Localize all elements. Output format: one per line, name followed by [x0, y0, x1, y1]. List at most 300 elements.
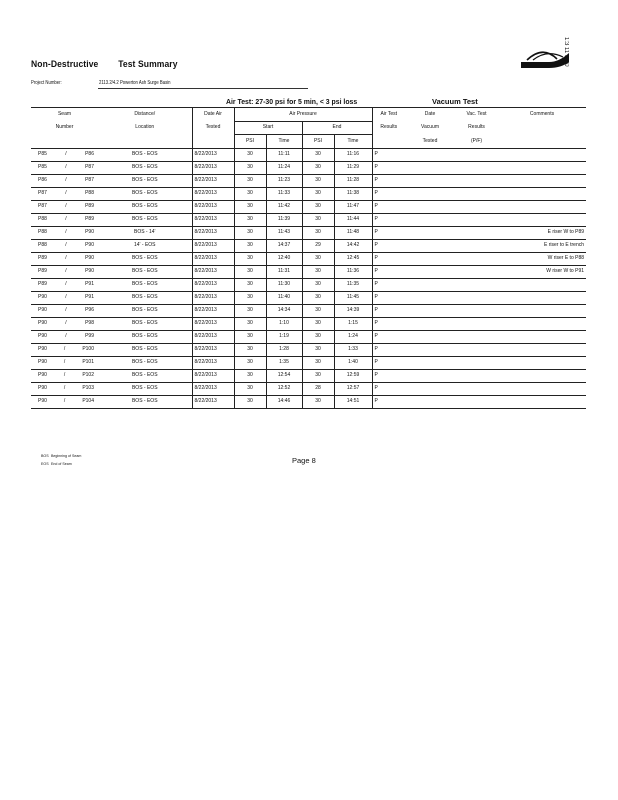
comment-cell: W riser W to P91 — [546, 268, 585, 274]
start-time-cell: 12:54 — [266, 369, 302, 382]
comment-cell: E riser to E trench — [544, 242, 585, 248]
seam-a: P90 — [38, 333, 47, 339]
seam-separator: / — [65, 151, 67, 157]
legend-text: End of Seam — [51, 462, 72, 466]
end-psi-cell: 30 — [302, 330, 334, 343]
comment-cell — [498, 291, 586, 304]
seam-b: P90 — [85, 242, 94, 248]
date-cell: 8/22/2013 — [192, 252, 234, 265]
project-number-label: Project Number: — [31, 80, 62, 86]
seam-a: P87 — [38, 203, 47, 209]
seam-b: P91 — [85, 294, 94, 300]
vacuum-date-cell — [405, 174, 455, 187]
table-row — [31, 343, 586, 356]
start-time-cell: 1:19 — [266, 330, 302, 343]
date-cell: 8/22/2013 — [192, 382, 234, 395]
date-air-header: Date Air — [192, 108, 234, 122]
start-time-cell: 11:33 — [266, 187, 302, 200]
seam-separator: / — [63, 346, 66, 352]
seam-separator: / — [65, 164, 67, 170]
start-psi-cell: 30 — [234, 330, 266, 343]
date-air-header-2: Tested — [192, 121, 234, 135]
location-cell: BOS - EOS — [131, 398, 158, 404]
date-cell: 8/22/2013 — [192, 317, 234, 330]
date-cell: 8/22/2013 — [192, 369, 234, 382]
seam-b: P90 — [85, 255, 94, 261]
seam-b: P103 — [82, 385, 94, 391]
air-result-header: Air Test — [372, 108, 405, 122]
start-time-cell: 1:35 — [266, 356, 302, 369]
vacuum-date-cell — [405, 239, 455, 252]
end-psi-cell: 28 — [302, 382, 334, 395]
seam-separator: / — [65, 203, 67, 209]
air-result-cell: P — [372, 317, 405, 330]
air-result-cell: P — [372, 200, 405, 213]
air-result-cell: P — [372, 174, 405, 187]
start-time-cell: 1:10 — [266, 317, 302, 330]
seam-b: P101 — [82, 359, 94, 365]
air-result-cell: P — [372, 330, 405, 343]
end-time-cell: 14:51 — [334, 395, 372, 408]
end-psi-cell: 30 — [302, 265, 334, 278]
air-result-cell: P — [372, 265, 405, 278]
start-psi-cell: 30 — [234, 187, 266, 200]
start-time-cell: 11:31 — [266, 265, 302, 278]
vacuum-date-cell — [405, 317, 455, 330]
comment-cell — [498, 187, 586, 200]
comment-cell — [498, 174, 586, 187]
vacuum-result-cell — [455, 395, 498, 408]
start-time-cell: 11:43 — [266, 226, 302, 239]
seam-b: P88 — [85, 190, 94, 196]
seam-a: P88 — [38, 229, 47, 235]
seam-a: P89 — [38, 268, 47, 274]
header-row-2 — [31, 121, 586, 135]
table-row — [31, 356, 586, 369]
table-row — [31, 369, 586, 382]
vacuum-date-cell — [405, 382, 455, 395]
table-row — [31, 252, 586, 265]
start-psi-cell: 30 — [234, 395, 266, 408]
vacuum-date-cell — [405, 187, 455, 200]
seam-a: P90 — [38, 294, 47, 300]
seam-separator: / — [65, 320, 67, 326]
seam-separator: / — [63, 385, 66, 391]
table-row — [31, 174, 586, 187]
comment-cell — [498, 200, 586, 213]
date-cell: 8/22/2013 — [192, 330, 234, 343]
table-row — [31, 187, 586, 200]
vacuum-date-cell — [405, 161, 455, 174]
start-time-cell: 12:52 — [266, 382, 302, 395]
end-psi-cell: 30 — [302, 356, 334, 369]
air-result-header-2: Results — [372, 121, 405, 135]
distance-header: Distance/ — [98, 108, 192, 122]
location-cell: BOS - EOS — [131, 307, 158, 313]
air-result-cell: P — [372, 148, 405, 161]
end-time-header: Time — [334, 135, 372, 149]
vacuum-result-cell — [455, 252, 498, 265]
vacuum-date-cell — [405, 226, 455, 239]
vacuum-date-cell — [405, 278, 455, 291]
vacuum-result-header-2: Results — [468, 124, 485, 131]
legend-abbr: BOS — [41, 454, 49, 458]
comment-cell — [498, 330, 586, 343]
logo-swoosh-1 — [521, 53, 569, 68]
end-time-cell: 12:45 — [334, 252, 372, 265]
start-psi-cell: 30 — [234, 317, 266, 330]
comment-cell — [498, 161, 586, 174]
vacuum-result-cell — [455, 317, 498, 330]
end-time-cell: 11:29 — [334, 161, 372, 174]
end-time-cell: 14:42 — [334, 239, 372, 252]
date-cell: 8/22/2013 — [192, 343, 234, 356]
end-time-cell: 11:45 — [334, 291, 372, 304]
seam-b: P87 — [85, 177, 94, 183]
start-psi-cell: 30 — [234, 239, 266, 252]
legend-text: Beginning of Seam — [51, 454, 82, 458]
seam-a: P87 — [38, 190, 47, 196]
vacuum-result-header: Vac. Test — [455, 108, 498, 122]
location-cell: BOS - EOS — [131, 268, 158, 274]
end-time-cell: 14:39 — [334, 304, 372, 317]
air-result-cell: P — [372, 356, 405, 369]
end-psi-cell: 30 — [302, 369, 334, 382]
air-result-cell: P — [372, 252, 405, 265]
seam-a: P85 — [38, 164, 47, 170]
location-cell: BOS - EOS — [131, 151, 158, 157]
comment-cell — [498, 213, 586, 226]
seam-a: P90 — [38, 346, 47, 352]
seam-a: P90 — [38, 320, 47, 326]
vacuum-result-cell — [455, 187, 498, 200]
air-result-cell: P — [372, 395, 405, 408]
seam-a: P89 — [38, 281, 47, 287]
location-cell: BOS - EOS — [131, 294, 158, 300]
start-time-cell: 11:42 — [266, 200, 302, 213]
air-result-cell: P — [372, 278, 405, 291]
vacuum-result-cell — [455, 369, 498, 382]
seam-separator: / — [65, 333, 67, 339]
location-cell: BOS - EOS — [131, 255, 158, 261]
date-cell: 8/22/2013 — [192, 226, 234, 239]
table-row — [31, 148, 586, 161]
start-time-cell: 14:37 — [266, 239, 302, 252]
start-time-cell: 11:30 — [266, 278, 302, 291]
start-psi-cell: 30 — [234, 304, 266, 317]
legend-item-eos — [41, 460, 81, 468]
vacuum-date-header: Date — [405, 108, 455, 122]
end-psi-cell: 30 — [302, 148, 334, 161]
end-time-cell: 11:44 — [334, 213, 372, 226]
seam-a: P85 — [38, 151, 47, 157]
table-row — [31, 304, 586, 317]
vacuum-test-heading: Vacuum Test — [432, 97, 478, 106]
end-time-cell: 12:57 — [334, 382, 372, 395]
start-psi-cell: 30 — [234, 343, 266, 356]
header-row-1 — [31, 108, 586, 122]
start-time-cell: 14:46 — [266, 395, 302, 408]
vacuum-date-cell — [405, 330, 455, 343]
end-psi-cell: 30 — [302, 213, 334, 226]
location-cell: BOS - EOS — [131, 216, 158, 222]
table-row — [31, 382, 586, 395]
vacuum-result-cell — [455, 226, 498, 239]
date-cell: 8/22/2013 — [192, 187, 234, 200]
start-psi-header: PSI — [234, 135, 266, 149]
table-body — [31, 148, 586, 408]
start-psi-cell: 30 — [234, 148, 266, 161]
project-number-value: 2113.2/4.2 Powerton Ash Surge Basin — [99, 80, 171, 86]
vacuum-date-cell — [405, 265, 455, 278]
seam-separator: / — [63, 372, 66, 378]
seam-b: P86 — [85, 151, 94, 157]
test-summary-table — [31, 107, 586, 409]
project-underline — [98, 88, 308, 89]
comment-cell: W riser E to P88 — [547, 255, 585, 261]
end-psi-cell: 30 — [302, 304, 334, 317]
location-cell: BOS - EOS — [131, 359, 158, 365]
end-time-cell: 1:33 — [334, 343, 372, 356]
start-psi-cell: 30 — [234, 278, 266, 291]
seam-separator: / — [65, 255, 67, 261]
start-time-cell: 14:34 — [266, 304, 302, 317]
seam-b: P99 — [85, 333, 94, 339]
seam-b: P104 — [82, 398, 94, 404]
end-header: End — [302, 121, 372, 135]
start-psi-cell: 30 — [234, 213, 266, 226]
seam-a: P90 — [38, 398, 47, 404]
start-psi-cell: 30 — [234, 252, 266, 265]
location-cell: BOS - EOS — [131, 333, 158, 339]
seam-b: P91 — [85, 281, 94, 287]
vacuum-date-cell — [405, 304, 455, 317]
seam-header: Seam — [31, 108, 98, 122]
vacuum-result-cell — [455, 239, 498, 252]
table-row — [31, 161, 586, 174]
comments-header: Comments — [498, 108, 586, 122]
table-row — [31, 317, 586, 330]
seam-b: P89 — [85, 203, 94, 209]
start-psi-cell: 30 — [234, 226, 266, 239]
seam-separator: / — [63, 398, 66, 404]
date-cell: 8/22/2013 — [192, 291, 234, 304]
end-psi-cell: 29 — [302, 239, 334, 252]
table-row — [31, 226, 586, 239]
start-psi-cell: 30 — [234, 382, 266, 395]
seam-a: P89 — [38, 255, 47, 261]
location-cell: BOS - EOS — [131, 281, 158, 287]
seam-a: P90 — [38, 385, 47, 391]
vacuum-date-header-3: Tested — [405, 135, 455, 149]
air-result-cell: P — [372, 213, 405, 226]
start-time-cell: 12:40 — [266, 252, 302, 265]
title-part-1: Non-Destructive — [31, 59, 99, 70]
seam-a: P90 — [38, 359, 47, 365]
comment-cell: E riser W to P89 — [547, 229, 585, 235]
air-pressure-header: Air Pressure — [234, 108, 372, 122]
seam-separator: / — [65, 229, 67, 235]
seam-separator: / — [65, 242, 67, 248]
date-cell: 8/22/2013 — [192, 304, 234, 317]
location-cell: BOS - EOS — [131, 372, 158, 378]
seam-separator: / — [63, 359, 66, 365]
vacuum-result-header-3: (P/F) — [455, 135, 498, 149]
seam-a: P90 — [38, 307, 47, 313]
end-time-cell: 11:36 — [334, 265, 372, 278]
start-time-header: Time — [266, 135, 302, 149]
vacuum-date-cell — [405, 291, 455, 304]
end-psi-cell: 30 — [302, 161, 334, 174]
seam-a: P86 — [38, 177, 47, 183]
end-psi-cell: 30 — [302, 174, 334, 187]
location-cell: BOS - EOS — [131, 164, 158, 170]
table-row — [31, 395, 586, 408]
page-number: Page 8 — [292, 456, 316, 465]
seam-b: P102 — [82, 372, 94, 378]
seam-separator: / — [65, 307, 67, 313]
end-time-cell: 12:59 — [334, 369, 372, 382]
start-time-cell: 11:39 — [266, 213, 302, 226]
seam-b: P96 — [85, 307, 94, 313]
location-cell: 14' - EOS — [133, 242, 156, 248]
legend-item-bos — [41, 452, 81, 460]
comment-cell — [498, 395, 586, 408]
seam-separator: / — [65, 190, 67, 196]
vacuum-result-cell — [455, 174, 498, 187]
date-cell: 8/22/2013 — [192, 395, 234, 408]
air-result-cell: P — [372, 382, 405, 395]
air-test-heading: Air Test: 27-30 psi for 5 min, < 3 psi loss — [226, 97, 358, 106]
seam-b: P87 — [85, 164, 94, 170]
logo-swoosh-3 — [533, 54, 563, 60]
end-psi-cell: 30 — [302, 252, 334, 265]
start-time-cell: 1:28 — [266, 343, 302, 356]
start-psi-cell: 30 — [234, 291, 266, 304]
end-psi-cell: 30 — [302, 200, 334, 213]
end-time-cell: 1:40 — [334, 356, 372, 369]
start-time-cell: 11:24 — [266, 161, 302, 174]
legend — [41, 452, 81, 468]
date-cell: 8/22/2013 — [192, 356, 234, 369]
vacuum-date-cell — [405, 213, 455, 226]
vacuum-result-cell — [455, 291, 498, 304]
table-row — [31, 278, 586, 291]
end-time-cell: 11:16 — [334, 148, 372, 161]
location-cell: BOS - EOS — [131, 203, 158, 209]
date-cell: 8/22/2013 — [192, 278, 234, 291]
date-cell: 8/22/2013 — [192, 174, 234, 187]
air-result-cell: P — [372, 226, 405, 239]
air-result-cell: P — [372, 239, 405, 252]
date-cell: 8/22/2013 — [192, 239, 234, 252]
date-cell: 8/22/2013 — [192, 213, 234, 226]
seam-separator: / — [65, 268, 67, 274]
end-time-cell: 1:15 — [334, 317, 372, 330]
end-psi-header: PSI — [302, 135, 334, 149]
comment-cell — [498, 382, 586, 395]
comment-cell — [498, 356, 586, 369]
location-cell: BOS - EOS — [131, 177, 158, 183]
start-time-cell: 11:40 — [266, 291, 302, 304]
company-logo — [521, 35, 569, 69]
end-psi-cell: 30 — [302, 343, 334, 356]
comment-cell — [498, 317, 586, 330]
end-time-cell: 11:38 — [334, 187, 372, 200]
table-row — [31, 330, 586, 343]
vacuum-date-cell — [405, 369, 455, 382]
end-psi-cell: 30 — [302, 291, 334, 304]
seam-b: P98 — [85, 320, 94, 326]
start-psi-cell: 30 — [234, 161, 266, 174]
air-result-cell: P — [372, 369, 405, 382]
start-time-cell: 11:23 — [266, 174, 302, 187]
end-psi-cell: 30 — [302, 278, 334, 291]
title-part-2: Test Summary — [118, 59, 178, 70]
comment-cell — [498, 343, 586, 356]
comment-cell — [498, 278, 586, 291]
vacuum-result-cell — [455, 161, 498, 174]
seam-b: P100 — [82, 346, 94, 352]
seam-separator: / — [65, 177, 67, 183]
table-row — [31, 200, 586, 213]
air-result-cell: P — [372, 304, 405, 317]
location-cell: BOS - EOS — [131, 320, 158, 326]
air-result-cell: P — [372, 161, 405, 174]
vacuum-result-cell — [455, 343, 498, 356]
end-psi-cell: 30 — [302, 187, 334, 200]
start-psi-cell: 30 — [234, 356, 266, 369]
location-cell: BOS - EOS — [131, 346, 158, 352]
end-time-cell: 1:24 — [334, 330, 372, 343]
comment-cell — [498, 148, 586, 161]
end-time-cell: 11:47 — [334, 200, 372, 213]
vacuum-result-cell — [455, 356, 498, 369]
distance-header-2: Location — [135, 124, 155, 131]
location-cell: BOS - 14' — [133, 229, 156, 235]
end-psi-cell: 30 — [302, 226, 334, 239]
comment-cell — [498, 369, 586, 382]
location-cell: BOS - EOS — [131, 385, 158, 391]
air-result-cell: P — [372, 187, 405, 200]
vacuum-date-header-2: Vacuum — [421, 124, 439, 131]
vacuum-result-cell — [455, 148, 498, 161]
seam-separator: / — [65, 216, 67, 222]
vacuum-result-cell — [455, 382, 498, 395]
comment-cell — [498, 304, 586, 317]
date-cell: 8/22/2013 — [192, 161, 234, 174]
seam-separator: / — [65, 281, 67, 287]
logo-text: 1:3 11 3:00 — [563, 37, 569, 67]
table-row — [31, 239, 586, 252]
start-psi-cell: 30 — [234, 265, 266, 278]
start-psi-cell: 30 — [234, 369, 266, 382]
vacuum-date-cell — [405, 252, 455, 265]
vacuum-result-cell — [455, 213, 498, 226]
seam-b: P89 — [85, 216, 94, 222]
vacuum-result-cell — [455, 278, 498, 291]
end-psi-cell: 30 — [302, 317, 334, 330]
seam-a: P90 — [38, 372, 47, 378]
vacuum-date-cell — [405, 343, 455, 356]
seam-header-2: Number — [55, 124, 74, 131]
date-cell: 8/22/2013 — [192, 265, 234, 278]
start-header: Start — [234, 121, 302, 135]
page-title — [31, 59, 178, 70]
seam-b: P90 — [85, 229, 94, 235]
vacuum-date-cell — [405, 395, 455, 408]
end-time-cell: 11:35 — [334, 278, 372, 291]
